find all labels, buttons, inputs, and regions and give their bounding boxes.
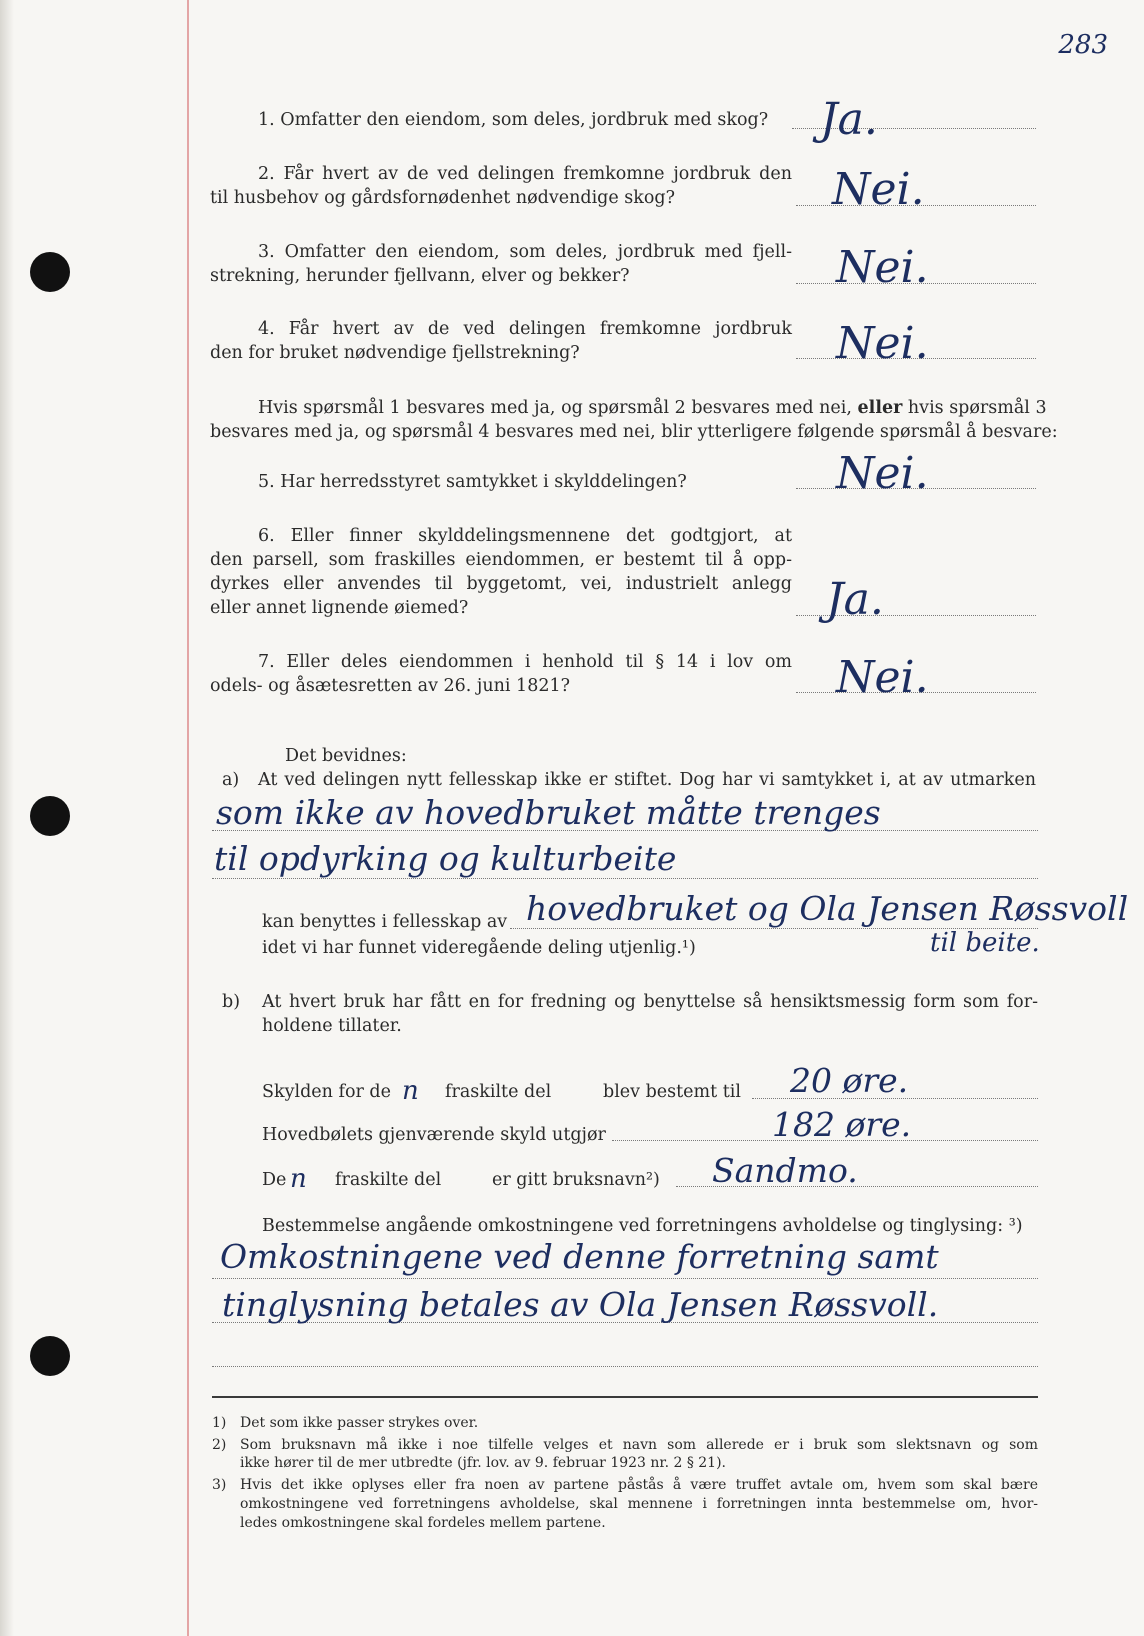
question-6-line2: den parsell, som fraskilles eiendommen, er bestemt til å opp- [210,550,792,570]
footnote-3-num: 3) [212,1477,227,1493]
punch-hole [30,796,70,836]
question-7-line2: odels- og åsætesretten av 26. juni 1821? [210,676,570,696]
question-1: 1. Omfatter den eiendom, som deles, jordbruk med skog? [258,110,769,130]
kan-benyttes-text: kan benyttes i fellesskap av [262,912,508,932]
conditional-line1 [258,400,1047,418]
footnote-3-line2: omkostningene ved forretningens avholdelse, skal mennene i forretningen innta bestemmelse om, hvor- [240,1496,1038,1512]
punch-hole [30,1336,70,1376]
answer-2: Nei. [832,164,925,215]
answer-3: Nei. [836,242,929,293]
question-5: 5. Har herredsstyret samtykket i skylddelingen? [258,472,687,492]
handwritten-a-line1: som ikke av hovedbruket måtte trenges [216,793,881,832]
question-6-line4: eller annet lignende øiemed? [210,598,469,618]
skyld-label-b: fraskilte del [445,1082,552,1102]
answer-5: Nei. [836,448,929,499]
handwritten-a-line2: til opdyrking og kulturbeite [214,839,677,878]
handwritten-a-line3: hovedbruket og Ola Jensen Røssvoll [526,889,1129,928]
bestemmelse-handwritten-2: tinglysning betales av Ola Jensen Røssvoll. [222,1285,939,1324]
question-7-line1: 7. Eller deles eiendommen i henhold til § 14 i lov om [258,652,792,672]
footnote-3-line1: Hvis det ikke oplyses eller fra noen av partene påstås å være truffet avtale om, hvem som skal bære [240,1477,1038,1493]
conditional-bold: eller [857,398,903,418]
footnote-2-num: 2) [212,1437,227,1453]
question-3-line1: 3. Omfatter den eiendom, som deles, jordbruk med fjell- [258,242,792,262]
bruksnavn-label-b: fraskilte del [335,1170,442,1190]
question-6-line3: dyrkes eller anvendes til byggetomt, vei, industrielt anlegg [210,574,792,594]
item-a-text: At ved delingen nytt fellesskap ikke er stiftet. Dog har vi samtykket i, at av utmarken [258,770,1036,790]
fill-line [212,1366,1038,1367]
item-b-label: b) [222,992,241,1012]
conditional-part1: Hvis spørsmål 1 besvares med ja, og spørsmål 2 besvares med nei, [258,398,852,418]
conditional-part2: hvis spørsmål 3 [907,398,1047,418]
page-edge-shadow [0,0,14,1636]
bruksnavn-label-a: De [262,1170,287,1190]
bruksnavn-handwritten-n: n [290,1164,307,1194]
skyld-answer-2: 182 øre. [772,1105,912,1144]
answer-6: Ja. [826,574,884,625]
skyld-handwritten-n: n [402,1076,419,1106]
red-margin-line [187,0,189,1636]
answer-1: Ja. [820,94,878,145]
fill-line [212,1278,1038,1279]
question-4-line2: den for bruket nødvendige fjellstrekning? [210,343,580,363]
bestemmelse-handwritten-1: Omkostningene ved denne forretning samt [220,1237,939,1276]
skyld-label-c: blev bestemt til [603,1082,741,1102]
item-b-text: At hvert bruk har fått en for fredning og benyttelse så hensiktsmessig form som for- [262,992,1038,1012]
question-2-line2: til husbehov og gårdsfornødenhet nødvendige skog? [210,188,675,208]
handwritten-a-line4: til beite. [930,928,1040,958]
fill-line [212,878,1038,879]
conditional-line2: besvares med ja, og spørsmål 4 besvares med nei, blir ytterligere følgende spørsmål å besvare: [210,422,1058,442]
question-2-line1: 2. Får hvert av de ved delingen fremkomne jordbruk den [258,164,792,184]
footnote-1-text: Det som ikke passer strykes over. [240,1415,479,1431]
item-a-line1 [258,772,1036,790]
footnote-3-line3: ledes omkostningene skal fordeles mellem partene. [240,1515,606,1531]
skyld-label-a: Skylden for de [262,1082,391,1102]
item-b-line1 [262,994,1038,1012]
punch-hole [30,252,70,292]
hovedbolet-label: Hovedbølets gjenværende skyld utgjør [262,1125,606,1145]
answer-4: Nei. [836,318,929,369]
idet-text: idet vi har funnet videregående deling utjenlig.¹) [262,938,696,958]
footnote-2-line2: ikke hører til de mer utbredte (jfr. lov. av 9. februar 1923 nr. 2 § 21). [240,1455,727,1471]
footnote-1-num: 1) [212,1415,227,1431]
question-4-line1: 4. Får hvert av de ved delingen fremkomne jordbruk [258,319,792,339]
question-6-line1: 6. Eller finner skylddelingsmennene det godtgjort, at [258,526,792,546]
footnote-2-line1: Som bruksnavn må ikke i noe tilfelle velges et navn som allerede er i bruk som slektsnavn og som [240,1437,1038,1453]
bruksnavn-label-c: er gitt bruksnavn²) [492,1170,660,1190]
bestemmelse-label: Bestemmelse angående omkostningene ved forretningens avholdelse og tinglysing: ³) [262,1216,1023,1236]
bevidnes-heading: Det bevidnes: [285,746,407,766]
skyld-answer-1: 20 øre. [790,1061,909,1100]
page-number: 283 [1058,30,1108,60]
footnote-divider [212,1396,1038,1398]
item-a-label: a) [222,770,240,790]
answer-7: Nei. [836,652,929,703]
item-b-line2: holdene tillater. [262,1016,402,1036]
question-3-line2: strekning, herunder fjellvann, elver og bekker? [210,266,630,286]
bruksnavn-answer: Sandmo. [712,1151,858,1190]
